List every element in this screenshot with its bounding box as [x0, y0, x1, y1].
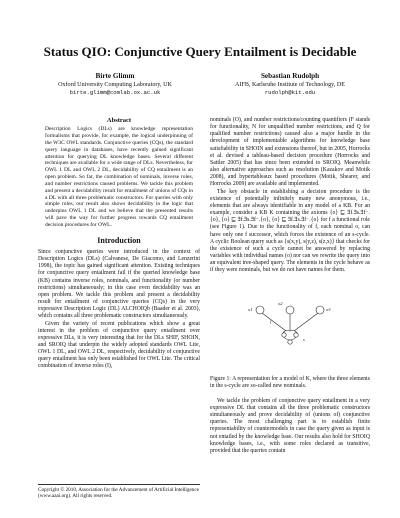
right-paragraph-2: The key obstacle in establishing a decision procedure is the existence of potentially infinitely many new anonymous, i.e., elements that are always identifiable in any model of a KB. For an example, consider a KB K containing the axioms {o} ⊑ ∃f.∃s.∃f⁻.{o}, {o} ⊑ ∃f.∃s.∃f⁻.{o}, {o} ⊑ ∃f.∃s.∃f⁻.{o} for f a functional role (see Figure 1). Due to the functionality of f, each nominal o, can have only one f successor, which forces the existence of an s-cycle. A cyclic Boolean query such as {s(x,y), s(y,z), s(z,x)} that checks for the existence of such a cycle cannot be answered by replacing variables with individual names (o) nor can we rewrite the query into an equivalent tree-shaped query. The elements in the cycle behave as if they were nominals, but we do not have names for them. — [210, 188, 370, 274]
figure-caption: Figure 1: A representation for a model of K, where the three elements in the s-cycle are so-called new nominals. — [210, 376, 370, 390]
anonymous-node — [294, 333, 298, 337]
paper-title: Status QIO: Conjunctive Query Entailment is Decidable — [43, 44, 357, 59]
edge-f-3 — [294, 313, 318, 331]
nominal-node — [316, 306, 324, 314]
edge-f-1 — [262, 313, 286, 331]
anonymous-node — [288, 340, 292, 344]
author-block-1 — [30, 72, 200, 97]
right-column-continued — [210, 392, 370, 461]
author-name: Sebastian Rudolph — [260, 72, 320, 80]
node-label: o2 — [278, 301, 283, 306]
edge-label: f — [270, 319, 272, 324]
left-column — [38, 117, 200, 371]
intro-paragraph-1: Since conjunctive queries were introduced in the context of Description Logics (DLs) (Calvanese, De Giacomo, and Lenzerini 1998), the topic has gained significant attention. Existing techniques for conjunctive query entailment fail if the queried knowledge base (KB) contains inverse roles, nominals, and functionality (or number restrictions) simultaneously; in this case even decidability was an open problem. We tackle this problem and present a decidability result for entailment of conjunctive queries (CQs) in the very expressive Description Logic (DL) ALCHOIQb (Baader et al. 2003), which contains all three problematic constructors simultaneously. — [38, 248, 200, 320]
figure-1-diagram — [210, 295, 370, 351]
abstract-text: Description Logics (DLs) are knowledge representation formalisms that provide, for example, the logical underpinning of the W3C OWL standards. Conjunctive queries (CQs), the standard query language in databases, have recently gained significant attention for querying DL knowledge bases. Several different techniques are available for a wide range of DLs. Nevertheless, for OWL 1 DL and OWL 2 DL, decidability of CQ entailment is an open problem. So far, the combination of nominals, inverse roles, and number restrictions caused problems. We tackle this problem and present a decidability result for entailment of unions of CQs in a DL with all three problematic constructors. For queries with only simple roles, our result also shows decidability in the logic that underpins OWL 1 DL and we believe that the presented results will pave the way for further progress towards CQ entailment decision procedures for OWL. — [45, 126, 193, 228]
author-affiliation: AIFB, Karlsruhe Institute of Technology, DE — [235, 82, 345, 88]
node-label: o1 — [248, 307, 253, 312]
intro-paragraph-2: Given the variety of recent publications which show a great interest in the problem of conjunctive query entailment over expressive DLs, it is very interesting that for the DLs SHIF, SHOIN, and SROIQ that underpin the widely adopted standards OWL Lite, OWL 1 DL, and OWL 2 DL, respectively, decidability of conjunctive query entailment has only been established for OWL Lite. The critical combination of inverse roles (I), — [38, 320, 200, 370]
anonymous-node — [282, 333, 286, 337]
node-label: o3 — [326, 307, 331, 312]
author-email: birte.glimm@comlab.ox.ac.uk — [69, 89, 161, 96]
edge-label: s — [303, 337, 305, 342]
right-paragraph-1: nominals (O), and number restrictions/counting quantifiers (F stands for functionality, N for unqualified number restrictions, and Q for qualified number restrictions) caused also a major hurdle in the development of implementable algorithms for knowledge base satisfiability in SHOIN and extensions thereof, but in 2005, Horrocks et al. devised a tableau-based decision procedure (Horrocks and Sattler 2005) that has since been extended to SROIQ. Meanwhile also alternative approaches such as resolution (Kazakov and Motik 2008), and hypertableaux based procedures (Motik, Shearer, and Horrocks 2009) are available and implemented. — [210, 117, 370, 188]
introduction-heading: Introduction — [97, 235, 141, 245]
author-email: rudolph@kit.edu — [264, 89, 316, 96]
author-name: Birte Glimm — [95, 72, 135, 80]
right-column — [210, 117, 370, 274]
right-paragraph-3: We tackle the problem of conjunctive query entailment in a very expressive DL that contains all the three problematic constructors simultaneously and prove decidability of (unions of) conjunctive queries. The most challenging part is to establish finite representability of countermodels in case the query given as input is not entailed by the knowledge base. Our results also hold for SHOIQ knowledge bases, i.e., with some roles declared as transitive, provided that the queries contain — [210, 397, 370, 454]
author-affiliation: Oxford University Computing Laboratory, UK — [58, 82, 172, 88]
abstract-heading: Abstract — [106, 117, 132, 124]
nominal-node — [286, 306, 294, 314]
author-block-2 — [205, 72, 375, 97]
nominal-node — [256, 306, 264, 314]
copyright-notice: Copyright © 2010, Association for the Advancement of Artificial Intelligence (www.aaai.org). All rights reserved. — [38, 484, 200, 500]
